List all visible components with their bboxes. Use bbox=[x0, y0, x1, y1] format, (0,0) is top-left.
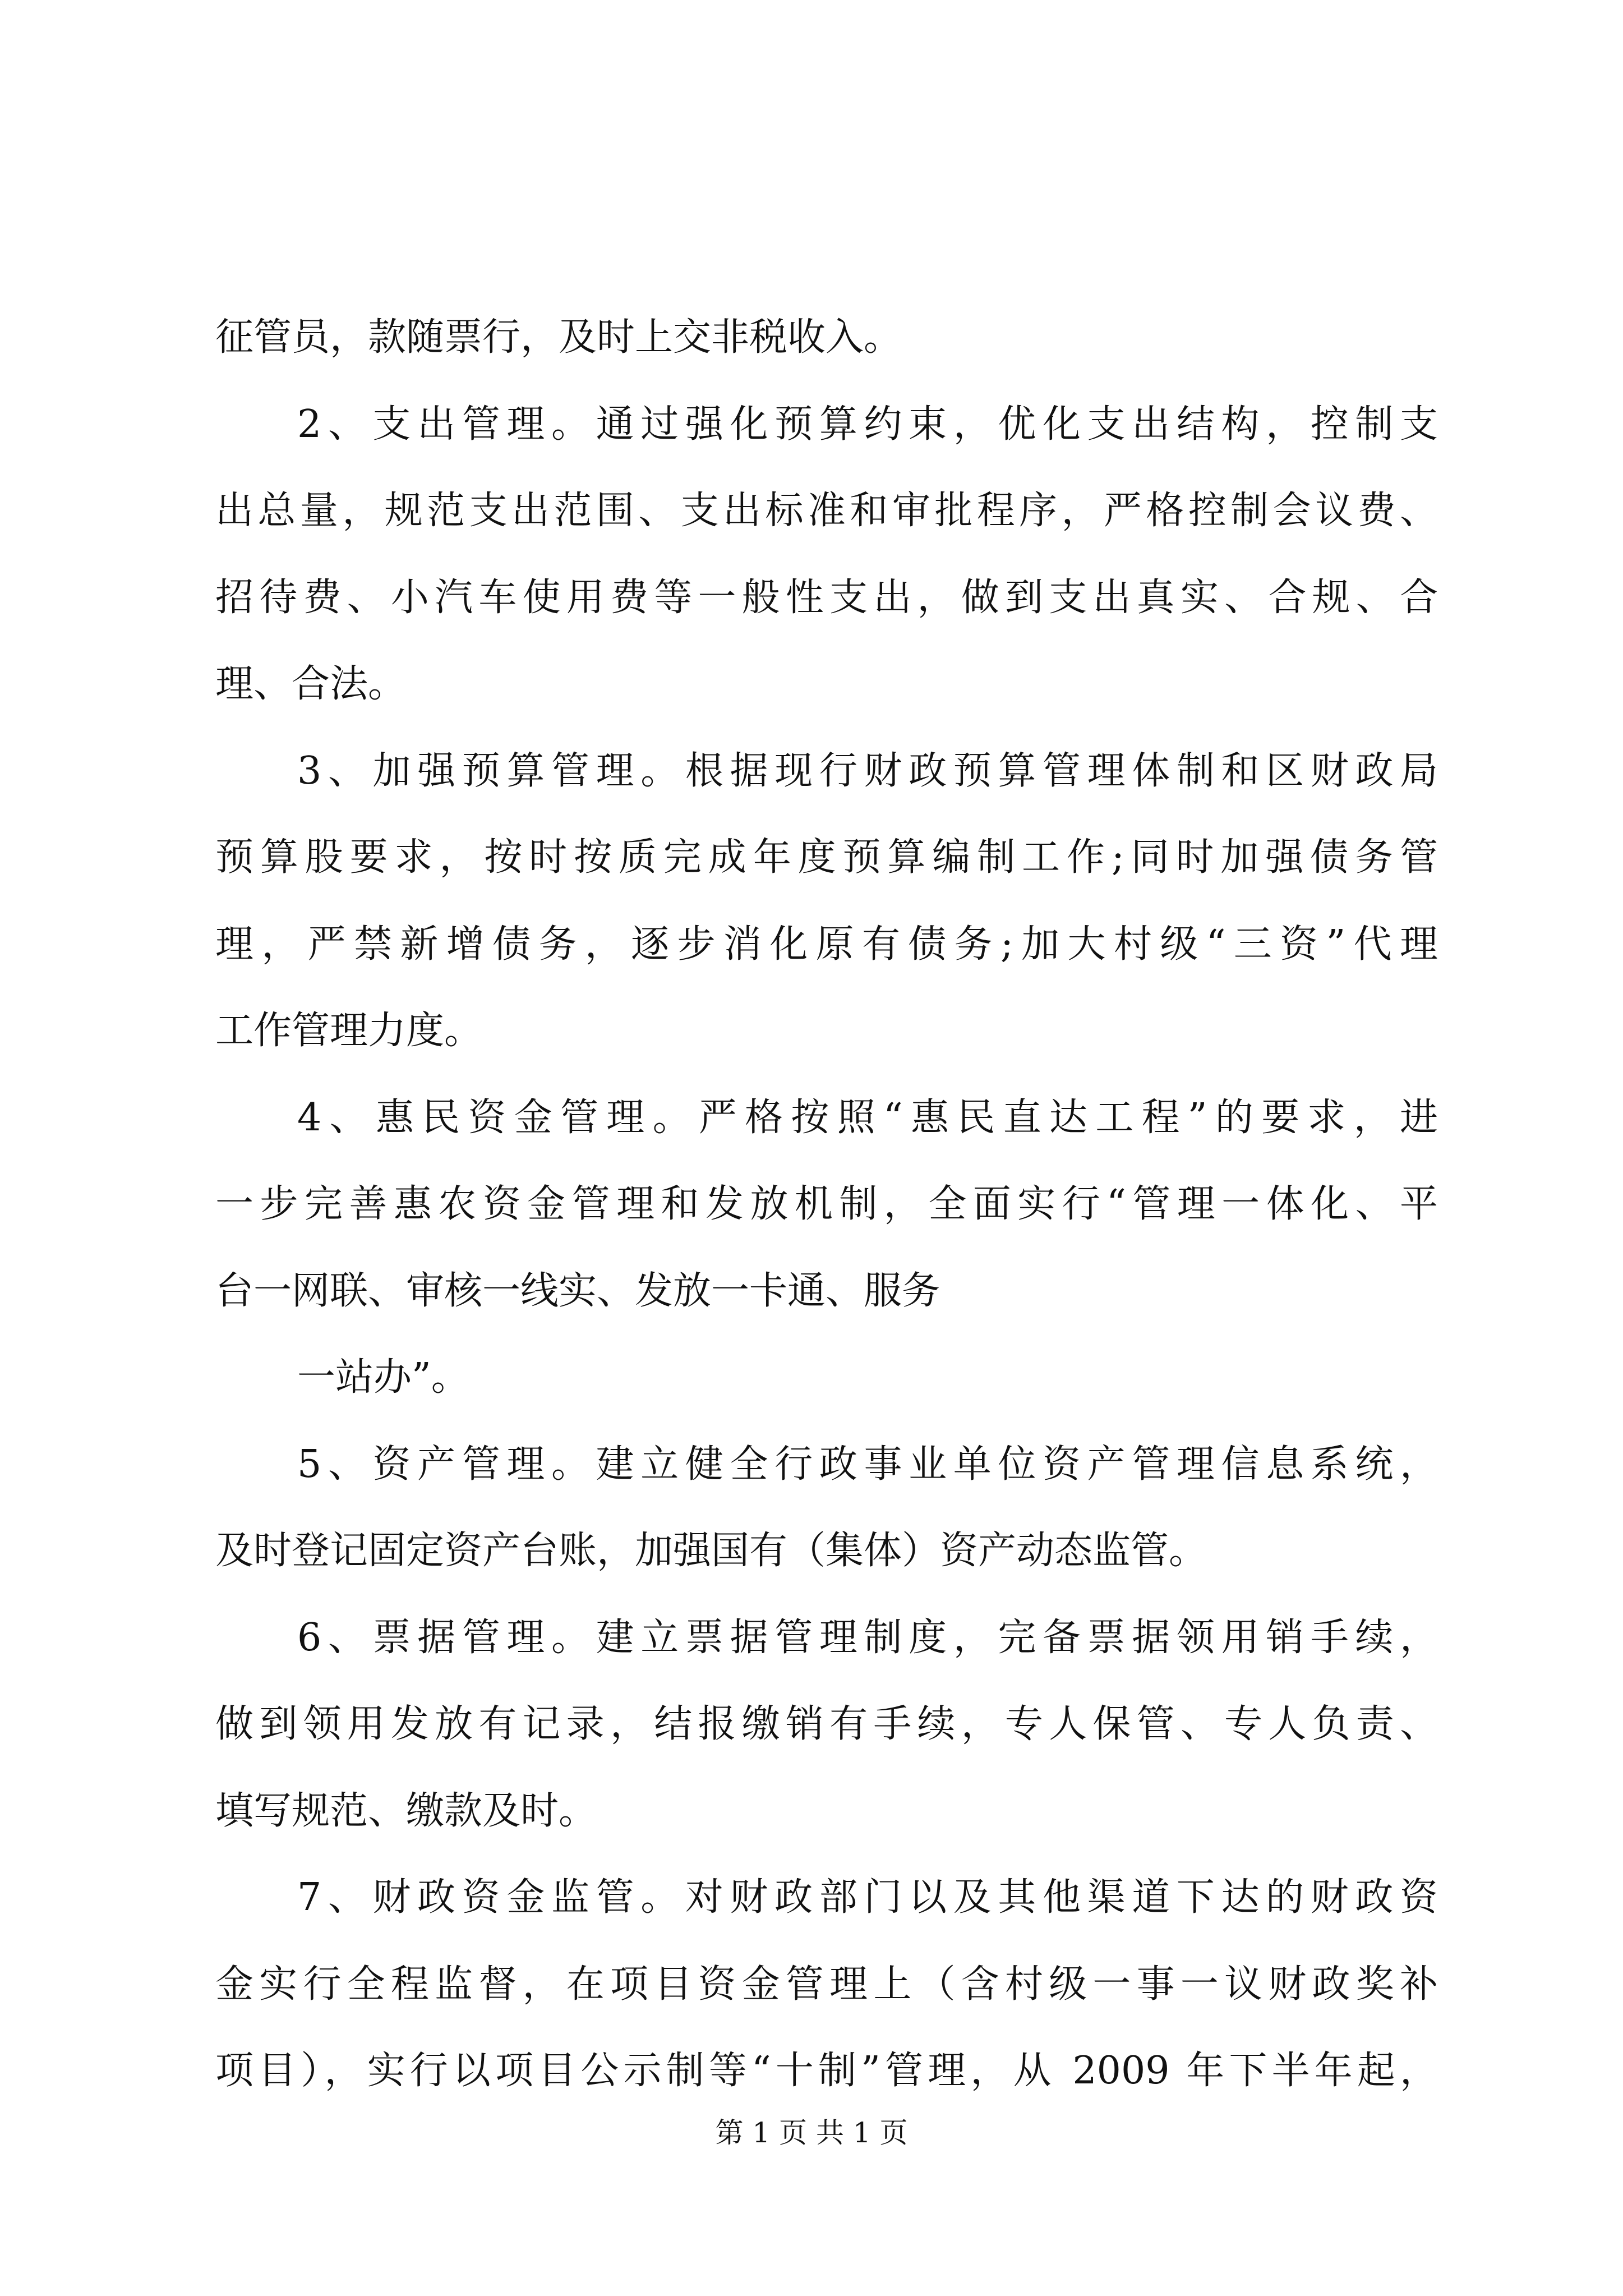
page-footer: 第 1 页 共 1 页 bbox=[715, 2116, 908, 2149]
text-line: 做到领用发放有记录，结报缴销有手续，专人保管、专人负责、 bbox=[215, 1702, 1438, 1746]
text-line: 理、合法。 bbox=[215, 662, 407, 706]
text-line: 台一网联、审核一线实、发放一卡通、服务 bbox=[215, 1268, 940, 1313]
text-line: 出总量，规范支出范围、支出标准和审批程序，严格控制会议费、 bbox=[215, 489, 1438, 533]
text-line: 项目），实行以项目公示制等“十制”管理，从 2009 年下半年起， bbox=[215, 2049, 1438, 2093]
text-line: 一步完善惠农资金管理和发放机制，全面实行“管理一体化、平 bbox=[215, 1182, 1438, 1226]
text-line: 5、资产管理。建立健全行政事业单位资产管理信息系统， bbox=[297, 1442, 1438, 1487]
text-line: 填写规范、缴款及时。 bbox=[215, 1788, 597, 1833]
text-line: 预算股要求，按时按质完成年度预算编制工作;同时加强债务管 bbox=[215, 835, 1438, 880]
text-line: 金实行全程监督，在项目资金管理上（含村级一事一议财政奖补 bbox=[215, 1962, 1438, 2007]
text-line: 6、票据管理。建立票据管理制度，完备票据领用销手续， bbox=[297, 1615, 1438, 1660]
text-line: 4、惠民资金管理。严格按照“惠民直达工程”的要求，进 bbox=[297, 1095, 1438, 1140]
text-line: 2、支出管理。通过强化预算约束，优化支出结构，控制支 bbox=[297, 402, 1438, 447]
text-line: 7、财政资金监管。对财政部门以及其他渠道下达的财政资 bbox=[297, 1875, 1438, 1920]
text-line: 一站办”。 bbox=[297, 1355, 469, 1400]
text-line: 征管员，款随票行，及时上交非税收入。 bbox=[215, 315, 902, 360]
text-line: 工作管理力度。 bbox=[215, 1009, 483, 1053]
document-body bbox=[215, 295, 1438, 2115]
text-line: 招待费、小汽车使用费等一般性支出，做到支出真实、合规、合 bbox=[215, 575, 1438, 620]
text-line: 3、加强预算管理。根据现行财政预算管理体制和区财政局 bbox=[297, 748, 1438, 793]
text-line: 理，严禁新增债务，逐步消化原有债务;加大村级“三资”代理 bbox=[215, 922, 1438, 967]
text-line: 及时登记固定资产台账，加强国有（集体）资产动态监管。 bbox=[215, 1529, 1207, 1573]
